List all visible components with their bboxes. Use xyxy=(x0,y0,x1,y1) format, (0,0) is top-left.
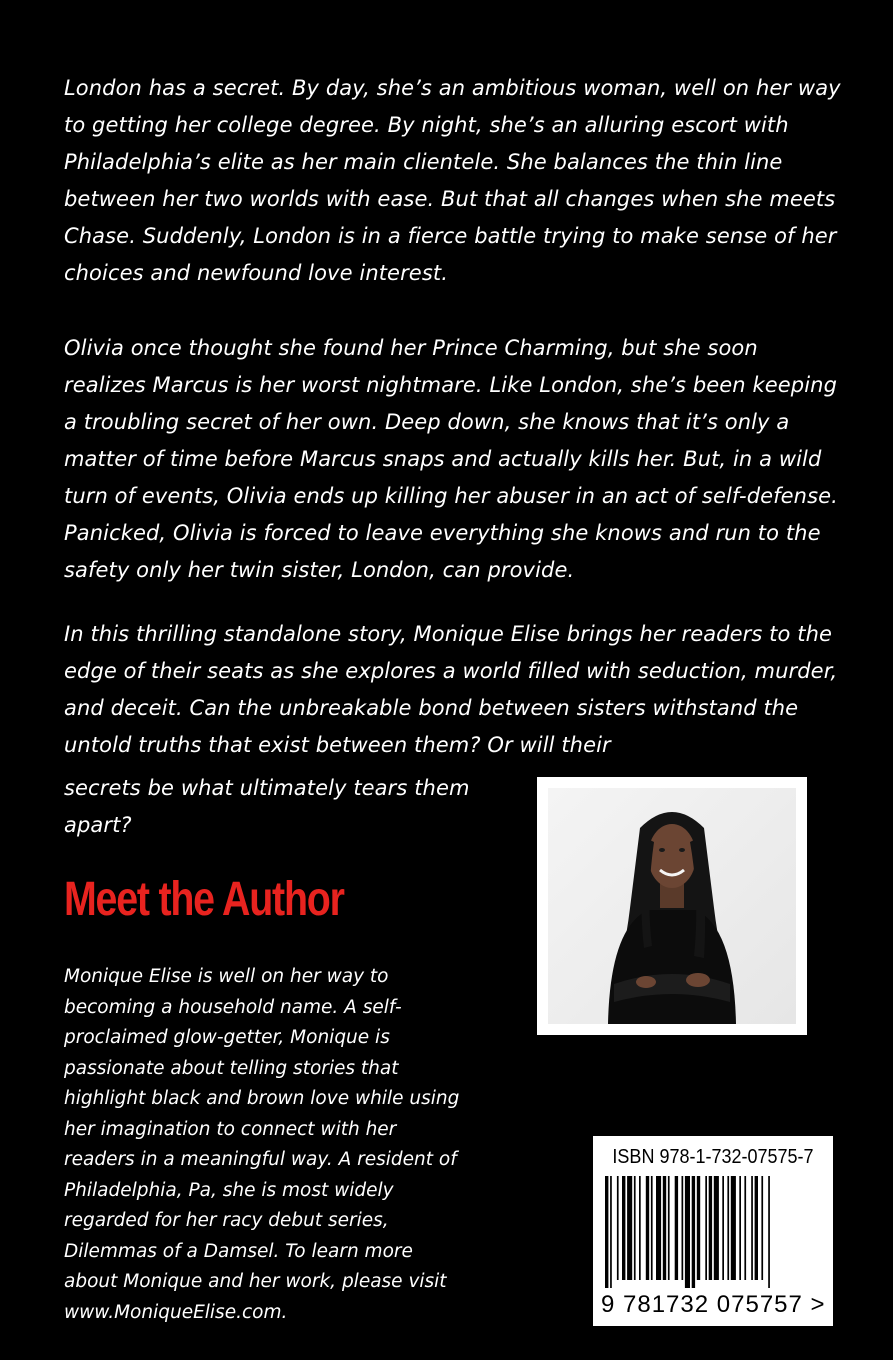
blurb-paragraph-4: secrets be what ultimately tears them apart? xyxy=(64,776,470,837)
barcode-icon xyxy=(603,1176,823,1288)
meet-the-author-heading: Meet the Author xyxy=(64,873,344,926)
author-portrait-illustration xyxy=(548,788,796,1024)
author-photo xyxy=(548,788,796,1024)
isbn-label: ISBN 978-1-732-07575-7 xyxy=(612,1146,814,1168)
barcode-digits: 9 781732 075757 > xyxy=(601,1291,826,1318)
author-bio: Monique Elise is well on her way to becoming a household name. A self-proclaimed glow-getter, Monique is passionate about telling stories that highlight black and brown love while using her imagination to connect with her readers in a meaningful way. A resident of Philadelphia, Pa, she is most widely regarded for her racy debut series, Dilemmas of a Damsel. To learn more about Monique and her work, please visit www.MoniqueElise.com. xyxy=(64,966,460,1323)
blurb-paragraph-3: In this thrilling standalone story, Monique Elise brings her readers to the edge of their seats as she explores a world filled with seduction, murder, and deceit. Can the unbreakable bond between sisters withstand the untold truths that exist between them? Or will their xyxy=(64,622,838,757)
blurb-paragraph-2: Olivia once thought she found her Prince Charming, but she soon realizes Marcus is her worst nightmare. Like London, she’s been keeping a troubling secret of her own. Deep down, she knows that it’s only a matter of time before Marcus snaps and actually kills her. But, in a wild turn of events, Olivia ends up killing her abuser in an act of self-defense. Panicked, Olivia is forced to leave everything she knows and run to the safety only her twin sister, London, can provide. xyxy=(64,336,838,582)
blurb-paragraph-1: London has a secret. By day, she’s an ambitious woman, well on her way to getting her college degree. By night, she’s an alluring escort with Philadelphia’s elite as her main clientele. She balances the thin line between her two worlds with ease. But that all changes when she meets Chase. Suddenly, London is in a fierce battle trying to make sense of her choices and newfound love interest. xyxy=(64,76,841,285)
isbn-barcode-box xyxy=(593,1136,833,1326)
author-photo-frame xyxy=(537,777,807,1035)
